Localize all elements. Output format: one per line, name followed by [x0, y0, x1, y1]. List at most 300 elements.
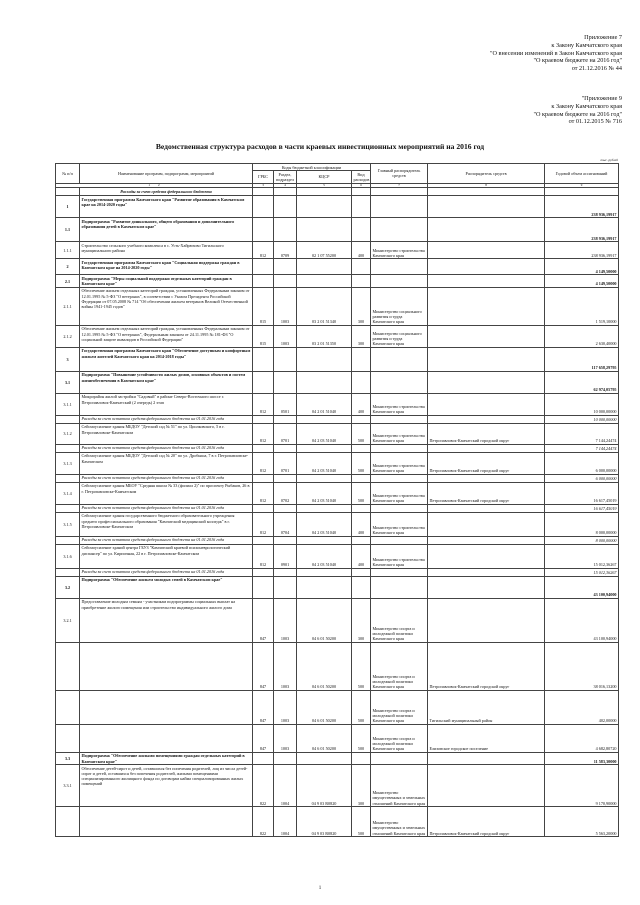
- table-row: [56, 598, 619, 642]
- cell-grbs: [253, 415, 274, 423]
- cell-num: 2.1: [56, 275, 80, 287]
- cell-num: 2: [56, 259, 80, 275]
- cell-vr: 500: [352, 642, 371, 690]
- cell-rec: Петропавловск-Камчатский городской округ: [428, 642, 545, 690]
- cell-name: Государственная программа Камчатского края "Социальная поддержка граждан в Камчатском крае на 2014-2020 годы": [80, 259, 253, 275]
- cell-name: Сейсмоусиление здания МБДОУ "Детский сад № 51" по ул. Циолковского, 5 в г. Петропавловске-Камчатском: [80, 423, 253, 444]
- cell-sec: 1004: [274, 807, 297, 837]
- cell-total: 43 100,94000: [545, 598, 619, 642]
- cell-grbs: [253, 218, 274, 242]
- cell-rec: Тигильский муниципальный район: [428, 690, 545, 724]
- cell-mgr: [371, 568, 428, 576]
- cell-sec: 0709: [274, 242, 297, 259]
- col-header-grbs: ГРБС: [253, 171, 274, 183]
- cell-name: Расходы за счет остатков средств федерального бюджета на 01.01.2016 года: [80, 444, 253, 452]
- cell-kcsr: 04 2 01 51040: [297, 393, 352, 415]
- cell-kcsr: 02 1 07 55200: [297, 242, 352, 259]
- cell-num: 3.2.1: [56, 598, 80, 642]
- cell-grbs: 847: [253, 690, 274, 724]
- appendix-line: от 01.12.2015 № 716: [568, 118, 622, 126]
- table-row: [56, 504, 619, 512]
- cell-mgr: Министерство спорта и молодежной политики Камчатского края: [371, 690, 428, 724]
- appendix-line: "О краевом бюджете на 2016 год": [533, 57, 622, 65]
- cell-sec: 1003: [274, 642, 297, 690]
- cell-kcsr: [297, 275, 352, 287]
- cell-sec: 1003: [274, 598, 297, 642]
- cell-sec: [274, 444, 297, 452]
- cell-total: 9 170,90000: [545, 765, 619, 807]
- cell-kcsr: [297, 371, 352, 393]
- cell-sec: 0501: [274, 393, 297, 415]
- cell-num: [56, 415, 80, 423]
- cell-total: 5 563,20000: [545, 807, 619, 837]
- cell-kcsr: 03 2 01 51340: [297, 287, 352, 325]
- cell-num: 3.1: [56, 371, 80, 393]
- cell-rec: [428, 576, 545, 598]
- cell-sec: [274, 474, 297, 482]
- cell-name: [80, 724, 253, 752]
- column-number-cell: 1 2: [56, 183, 253, 188]
- cell-mgr: [371, 371, 428, 393]
- table-row: [56, 259, 619, 275]
- cell-rec: [428, 444, 545, 452]
- cell-name: Сейсмоусиление здания МБОУ "Средняя школа № 33 (филиал 2)" по проспекту Рыбаков, 26 в г. Петропавловске-Камчатском: [80, 482, 253, 504]
- cell-vr: [352, 347, 371, 371]
- cell-total: 238 936,19917: [545, 242, 619, 259]
- cell-num: 3.1.4: [56, 482, 80, 504]
- table-row: [56, 393, 619, 415]
- cell-total: [545, 188, 619, 196]
- table-row: [56, 242, 619, 259]
- appendix-line: "Приложение 9: [581, 95, 622, 102]
- cell-sec: [274, 347, 297, 371]
- cell-total: 238 936,19917: [545, 196, 619, 218]
- cell-mgr: [371, 536, 428, 544]
- cell-total: 8 000,00000: [545, 536, 619, 544]
- cell-num: 2.1.1: [56, 287, 80, 325]
- cell-name: Расходы за счет остатков средств федерального бюджета на 01.01.2016 года: [80, 504, 253, 512]
- cell-rec: [428, 512, 545, 536]
- cell-grbs: [253, 275, 274, 287]
- cell-grbs: 812: [253, 393, 274, 415]
- cell-vr: [352, 218, 371, 242]
- cell-vr: 300: [352, 765, 371, 807]
- cell-kcsr: 04 2 03 51040: [297, 482, 352, 504]
- cell-mgr: [371, 196, 428, 218]
- cell-sec: 0702: [274, 482, 297, 504]
- col-header-total: Годовой объем ассигнований: [545, 164, 619, 184]
- table-body: [56, 188, 619, 837]
- cell-total: 15 012,36267: [545, 568, 619, 576]
- cell-kcsr: 04 6 01 50200: [297, 690, 352, 724]
- cell-total: 10 000,00000: [545, 415, 619, 423]
- cell-sec: 0901: [274, 544, 297, 568]
- cell-num: [56, 568, 80, 576]
- cell-total: 16 617,45019: [545, 482, 619, 504]
- cell-mgr: [371, 188, 428, 196]
- cell-rec: [428, 474, 545, 482]
- table-row: [56, 347, 619, 371]
- table-row: [56, 423, 619, 444]
- cell-name: Расходы за счет остатков средств федерального бюджета на 01.01.2016 года: [80, 474, 253, 482]
- table-row: [56, 690, 619, 724]
- table-row: [56, 287, 619, 325]
- cell-rec: [428, 371, 545, 393]
- cell-num: 1: [56, 196, 80, 218]
- cell-sec: [274, 275, 297, 287]
- col-header-vr: Вид расходов: [353, 171, 370, 182]
- cell-name: Расходы за счет остатков средств федерального бюджета на 01.01.2016 года: [80, 568, 253, 576]
- cell-rec: [428, 393, 545, 415]
- cell-vr: 300: [352, 325, 371, 347]
- cell-vr: [352, 568, 371, 576]
- cell-kcsr: 04 2 03 51040: [297, 512, 352, 536]
- cell-vr: 500: [352, 690, 371, 724]
- table-row: [56, 536, 619, 544]
- cell-mgr: Министерство спорта и молодежной политики Камчатского края: [371, 724, 428, 752]
- cell-sec: 1003: [274, 287, 297, 325]
- cell-mgr: Министерство социального развития и труда Камчатского края: [371, 287, 428, 325]
- table-row: [56, 371, 619, 393]
- column-number-cell: 6: [352, 183, 371, 188]
- cell-rec: [428, 218, 545, 242]
- cell-grbs: 847: [253, 598, 274, 642]
- cell-kcsr: 04 2 03 51040: [297, 544, 352, 568]
- cell-num: [56, 444, 80, 452]
- cell-grbs: [253, 504, 274, 512]
- cell-mgr: [371, 275, 428, 287]
- cell-total: 43 100,94000: [545, 576, 619, 598]
- cell-sec: [274, 504, 297, 512]
- cell-sec: 1003: [274, 325, 297, 347]
- page-number: 1: [318, 886, 322, 891]
- cell-name: Государственная программа Камчатского края "Развитие образования в Камчатском крае на 2014-2020 годы": [80, 196, 253, 218]
- column-number-cell: 4: [274, 183, 297, 188]
- table-row: [56, 807, 619, 837]
- cell-vr: 500: [352, 452, 371, 474]
- cell-rec: [428, 196, 545, 218]
- cell-vr: [352, 415, 371, 423]
- cell-num: 2.1.2: [56, 325, 80, 347]
- cell-kcsr: [297, 188, 352, 196]
- table-row: [56, 482, 619, 504]
- cell-grbs: [253, 474, 274, 482]
- cell-mgr: Министерство имущественных и земельных отношений Камчатского края: [371, 765, 428, 807]
- cell-vr: 500: [352, 724, 371, 752]
- cell-rec: Петропавловск-Камчатский городской округ: [428, 423, 545, 444]
- cell-rec: [428, 287, 545, 325]
- cell-total: 4 682,80720: [545, 724, 619, 752]
- cell-num: 3.3.1: [56, 765, 80, 807]
- table-row: [56, 512, 619, 536]
- cell-total: 16 617,45019: [545, 504, 619, 512]
- cell-grbs: 812: [253, 482, 274, 504]
- cell-name: [80, 807, 253, 837]
- cell-num: 3.2: [56, 576, 80, 598]
- cell-kcsr: 04 2 03 51040: [297, 423, 352, 444]
- cell-name: Подпрограмма "Меры социальной поддержки отдельных категорий граждан в Камчатском крае": [80, 275, 253, 287]
- cell-num: [56, 642, 80, 690]
- cell-mgr: Министерство имущественных и земельных отношений Камчатского края: [371, 807, 428, 837]
- cell-grbs: 822: [253, 807, 274, 837]
- cell-grbs: [253, 188, 274, 196]
- cell-sec: [274, 752, 297, 764]
- cell-grbs: [253, 444, 274, 452]
- cell-kcsr: [297, 347, 352, 371]
- cell-grbs: [253, 371, 274, 393]
- table-row: [56, 752, 619, 764]
- cell-kcsr: 04 6 01 50200: [297, 724, 352, 752]
- col-header-kcsr: КЦСР: [297, 171, 352, 183]
- cell-total: 4 149,50000: [545, 259, 619, 275]
- cell-num: [56, 690, 80, 724]
- cell-rec: [428, 415, 545, 423]
- cell-vr: 500: [352, 482, 371, 504]
- cell-name: Подпрограмма "Развитие дошкольного, общего образования и дополнительного образования детей в Камчатском крае": [80, 218, 253, 242]
- cell-rec: [428, 275, 545, 287]
- cell-num: 1.1: [56, 218, 80, 242]
- col-header-manager: Главный распорядитель средств: [371, 164, 428, 184]
- cell-name: Строительство сельского учебного комплекса в с. Усть-Хайрюзово Тигильского муниципального района: [80, 242, 253, 259]
- column-number-cell: 3: [253, 183, 274, 188]
- cell-rec: [428, 325, 545, 347]
- cell-total: 38 016,13200: [545, 642, 619, 690]
- cell-vr: [352, 371, 371, 393]
- cell-total: 1 519,10000: [545, 287, 619, 325]
- column-number-cell: 5: [297, 183, 352, 188]
- cell-total: 4 149,50000: [545, 275, 619, 287]
- cell-num: [56, 188, 80, 196]
- cell-name: Подпрограмма "Обеспечение жилыми помещениями граждан отдельных категорий в Камчатском крае": [80, 752, 253, 764]
- cell-num: [56, 536, 80, 544]
- cell-sec: 1004: [274, 765, 297, 807]
- cell-vr: [352, 474, 371, 482]
- table-row: [56, 218, 619, 242]
- table-row: [56, 325, 619, 347]
- expenditure-table: [55, 163, 619, 837]
- cell-total: 15 012,36267: [545, 544, 619, 568]
- cell-name: Микрорайон жилой застройки "Садовый" в районе Северо-Восточного шоссе г. Петропавловск-Камчатский (2 очередь) 2 этап: [80, 393, 253, 415]
- cell-vr: [352, 275, 371, 287]
- cell-mgr: [371, 259, 428, 275]
- cell-grbs: 815: [253, 287, 274, 325]
- cell-kcsr: [297, 196, 352, 218]
- cell-name: Государственная программа Камчатского края "Обеспечение доступным и комфортным жильем жителей Камчатского края на 2014-2018 годы": [80, 347, 253, 371]
- cell-grbs: 812: [253, 423, 274, 444]
- table-row: [56, 444, 619, 452]
- cell-rec: [428, 544, 545, 568]
- cell-vr: [352, 536, 371, 544]
- cell-vr: 400: [352, 512, 371, 536]
- table-row: [56, 452, 619, 474]
- cell-sec: [274, 568, 297, 576]
- cell-kcsr: 04 9 03 R0820: [297, 765, 352, 807]
- cell-kcsr: [297, 218, 352, 242]
- cell-mgr: [371, 752, 428, 764]
- cell-kcsr: [297, 568, 352, 576]
- cell-grbs: [253, 576, 274, 598]
- cell-sec: [274, 371, 297, 393]
- cell-mgr: Министерство строительства Камчатского края: [371, 544, 428, 568]
- cell-rec: Елизовское городское поселение: [428, 724, 545, 752]
- cell-kcsr: 04 6 01 50200: [297, 598, 352, 642]
- cell-total: 7 144,24474: [545, 444, 619, 452]
- col-header-section: Раздел, подраздел: [274, 171, 297, 183]
- cell-name: Сейсмоусиление здания МБДОУ "Детский сад № 20" по ул. Дробыша, 7 в г. Петропавловске-Камчатском: [80, 452, 253, 474]
- cell-sec: 1003: [274, 724, 297, 752]
- appendix-line: от 21.12.2016 № 44: [571, 65, 622, 73]
- cell-rec: Петропавловск-Камчатский городской округ: [428, 807, 545, 837]
- cell-mgr: [371, 347, 428, 371]
- cell-sec: 0704: [274, 512, 297, 536]
- cell-mgr: [371, 576, 428, 598]
- table-row: [56, 724, 619, 752]
- cell-sec: [274, 196, 297, 218]
- table-row: [56, 188, 619, 196]
- cell-vr: [352, 444, 371, 452]
- cell-vr: 500: [352, 423, 371, 444]
- appendix-line: Приложение 7: [584, 34, 622, 41]
- cell-grbs: 847: [253, 724, 274, 752]
- cell-name: Обеспечение жильем отдельных категорий граждан, установленных Федеральным законом от 12.01.1995 № 5-ФЗ "О ветеранах", в соответствии с Указом Президента Российской Федерации от 07.05.2008 № 714 "Об обеспечении жильем ветеранов Великой Отечественной войны 1941-1945 годов": [80, 287, 253, 325]
- table-row: [56, 765, 619, 807]
- cell-num: 3.1.3: [56, 452, 80, 474]
- cell-sec: [274, 415, 297, 423]
- cell-vr: [352, 196, 371, 218]
- cell-num: 3.1.1: [56, 393, 80, 415]
- cell-mgr: Министерство спорта и молодежной политики Камчатского края: [371, 642, 428, 690]
- cell-sec: 0701: [274, 452, 297, 474]
- cell-name: Расходы за счет средств федерального бюджета: [80, 188, 253, 196]
- cell-rec: [428, 765, 545, 807]
- cell-name: Обеспечение жильем отдельных категорий граждан, установленных Федеральным законом от 12.01.1995 № 5-ФЗ "О ветеранах", Федеральным законом от 24.11.1995 № 181-ФЗ "О социальной защите инвалидов в Российской Федерации": [80, 325, 253, 347]
- cell-rec: [428, 188, 545, 196]
- table-row: [56, 196, 619, 218]
- cell-name: [80, 690, 253, 724]
- table-row: [56, 544, 619, 568]
- cell-kcsr: 03 2 01 51350: [297, 325, 352, 347]
- cell-mgr: [371, 415, 428, 423]
- appendix-line: к Закону Камчатского края: [551, 41, 622, 49]
- cell-name: Подпрограмма "Повышение устойчивости жилых домов, основных объектов и систем жизнеобеспечения в Камчатском крае": [80, 371, 253, 393]
- cell-name: Обеспечение детей-сирот и детей, оставшихся без попечения родителей, лиц из числа детей-сирот и детей, оставшихся без попечения родителей, жилыми помещениями специализированного жилищного фонда по договорам найма специализированных жилых помещений: [80, 765, 253, 807]
- cell-rec: [428, 242, 545, 259]
- cell-name: Сейсмоусиление здания государственного бюджетного образовательного учреждения среднего профессионального образования "Камчатский медицинский колледж" в г. Петропавловске-Камчатском: [80, 512, 253, 536]
- column-number-cell: 9: [545, 183, 619, 188]
- table-row: [56, 415, 619, 423]
- cell-mgr: Министерство строительства Камчатского края: [371, 423, 428, 444]
- cell-vr: 400: [352, 393, 371, 415]
- cell-mgr: Министерство социального развития и труда Камчатского края: [371, 325, 428, 347]
- cell-num: [56, 504, 80, 512]
- cell-kcsr: [297, 576, 352, 598]
- cell-grbs: [253, 347, 274, 371]
- cell-vr: 400: [352, 544, 371, 568]
- cell-sec: [274, 188, 297, 196]
- cell-sec: [274, 536, 297, 544]
- cell-total: 11 583,30000: [545, 752, 619, 764]
- cell-rec: [428, 752, 545, 764]
- cell-kcsr: [297, 444, 352, 452]
- cell-num: 1.1.1: [56, 242, 80, 259]
- col-header-codes-group: Коды бюджетной классификации: [253, 164, 371, 171]
- cell-num: 3.1.5: [56, 512, 80, 536]
- table-row: [56, 642, 619, 690]
- cell-vr: [352, 504, 371, 512]
- cell-vr: [352, 188, 371, 196]
- cell-vr: 500: [352, 807, 371, 837]
- appendix-line: "О краевом бюджете на 2016 год": [533, 110, 622, 118]
- cell-num: 3.1.6: [56, 544, 80, 568]
- cell-grbs: 812: [253, 452, 274, 474]
- cell-total: 8 000,00000: [545, 512, 619, 536]
- table-row: [56, 474, 619, 482]
- cell-total: 7 144,24474: [545, 423, 619, 444]
- cell-vr: [352, 576, 371, 598]
- cell-kcsr: 04 6 01 50200: [297, 642, 352, 690]
- cell-kcsr: [297, 536, 352, 544]
- cell-rec: [428, 568, 545, 576]
- cell-mgr: Министерство строительства Камчатского края: [371, 452, 428, 474]
- cell-mgr: Министерство строительства Камчатского края: [371, 482, 428, 504]
- column-number-cell: 7: [371, 183, 428, 188]
- appendix-line: к Закону Камчатского края: [551, 102, 622, 110]
- cell-sec: 0701: [274, 423, 297, 444]
- appendix-line: "О внесении изменений в Закон Камчатского края: [490, 49, 622, 57]
- cell-mgr: [371, 504, 428, 512]
- cell-num: [56, 474, 80, 482]
- cell-mgr: Министерство спорта и молодежной политики Камчатского края: [371, 598, 428, 642]
- cell-kcsr: 04 2 03 51040: [297, 452, 352, 474]
- column-number-cell: 8: [428, 183, 545, 188]
- cell-mgr: Министерство строительства Камчатского края: [371, 242, 428, 259]
- cell-kcsr: [297, 259, 352, 275]
- col-header-recipient: Распорядитель средств: [428, 164, 545, 184]
- cell-kcsr: [297, 752, 352, 764]
- appendix-header-current: [490, 34, 622, 73]
- cell-mgr: Министерство строительства Камчатского края: [371, 512, 428, 536]
- cell-mgr: [371, 218, 428, 242]
- cell-sec: 1003: [274, 690, 297, 724]
- cell-grbs: 815: [253, 325, 274, 347]
- cell-grbs: 847: [253, 642, 274, 690]
- cell-grbs: 822: [253, 765, 274, 807]
- cell-kcsr: 04 9 03 R0820: [297, 807, 352, 837]
- cell-total: 10 000,00000: [545, 393, 619, 415]
- cell-rec: Петропавловск-Камчатский городской округ: [428, 482, 545, 504]
- table-row: [56, 275, 619, 287]
- table-header-row: [56, 164, 619, 171]
- document-title: Ведомственная структура расходов в части краевых инвестиционных мероприятий на 2016 год: [155, 142, 485, 151]
- cell-vr: [352, 259, 371, 275]
- cell-rec: [428, 259, 545, 275]
- cell-grbs: 812: [253, 242, 274, 259]
- cell-grbs: 812: [253, 512, 274, 536]
- cell-total: 117 658,29795: [545, 347, 619, 371]
- cell-kcsr: [297, 504, 352, 512]
- cell-name: [80, 642, 253, 690]
- cell-grbs: [253, 196, 274, 218]
- cell-mgr: [371, 474, 428, 482]
- cell-kcsr: [297, 474, 352, 482]
- unit-label: тыс. рублей: [600, 158, 618, 162]
- cell-rec: [428, 536, 545, 544]
- cell-num: [56, 807, 80, 837]
- cell-num: 3.1.2: [56, 423, 80, 444]
- cell-name: Сейсмоусиление зданий центра ГБУЗ "Камчатский краевой психоневрологический диспансер" по ул. Кирпичная, 22 в г. Петропавловске-Камчатском: [80, 544, 253, 568]
- cell-vr: 400: [352, 242, 371, 259]
- cell-grbs: [253, 568, 274, 576]
